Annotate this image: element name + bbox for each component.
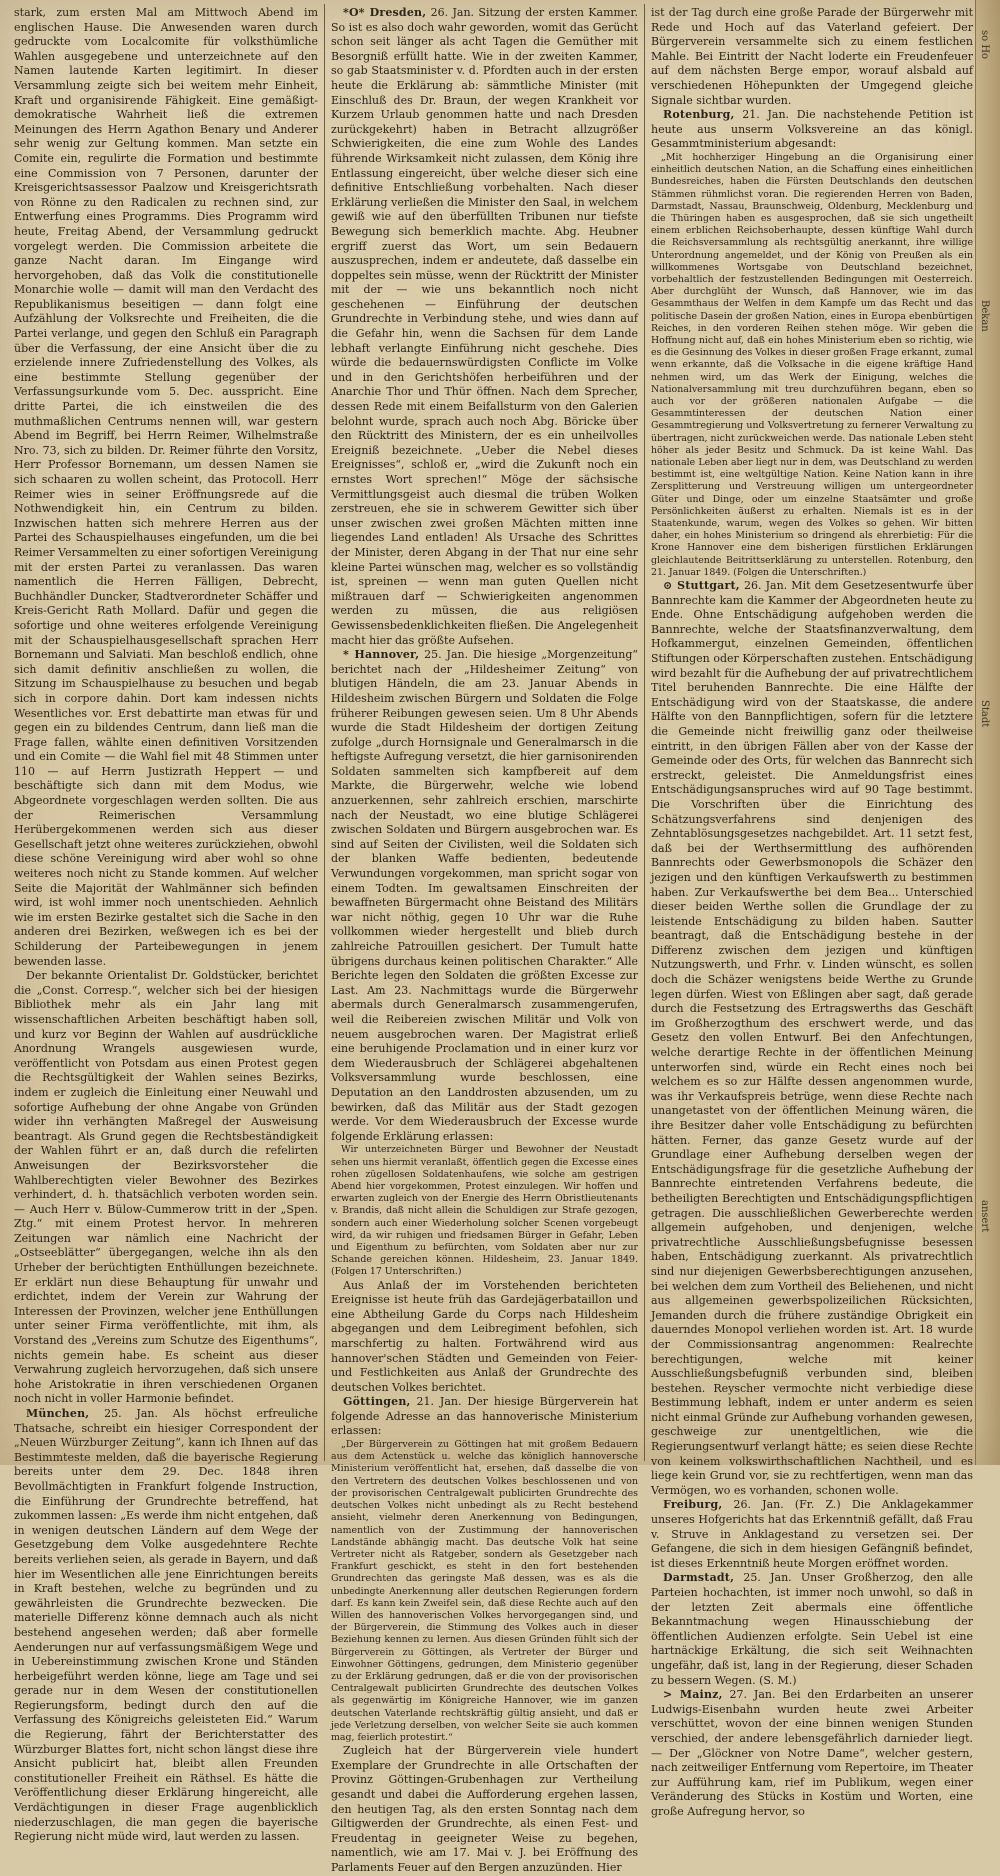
article-text: 26. Jan. Sitzung der ersten Kammer. So ist es also doch wahr geworden, womit das Gerücht schon seit länger als acht Tagen die Gemüther mit Besorgniß erfüllt hatte. Wie in der zweiten Kammer, so gab Staatsminister v. d. Pfordten auch in der ersten heute die Erklärung ab: sämmtliche Minister (mit Einschluß des Dr. Braun, der wegen Krankheit vor Kurzem Urlaub genommen hatte und nach Dresden zurückgekehrt) haben in Betracht allzugrößer Schwierigkeiten, die eine zum Wohle des Landes führende Wirksamkeit nicht zulassen, dem König ihre Entlassung eingereicht, über welche dieser sich eine definitive Entschließung vorbehalten. Nach dieser Erklärung verließen die Minister den Saal, in welchem gewiß wie auf den überfüllten Tribunen nur tiefste Bewegung sich bemerklich machte. Abg. Heubner ergriff zuerst das Wort, um sein Bedauern auszusprechen, indem er andeutete, daß dasselbe ein doppeltes sein müsse, wenn der Rücktritt der Minister mit der — wie uns bekanntlich noch nicht geschehenen — Einführung der deutschen Grundrechte in Verbindung stehe, und wies dann auf die Gefahr hin, wenn die Sachsen für dem Lande lebhaft verlangte Einführung nicht geschehe. Dies würde die bedauernswürdigsten Conflicte im Volke und in den Gerichtshöfen herbeiführen und der Anarchie Thor und Thür öffnen. Nach dem Sprecher, dessen Rede mit einem Beifallsturm von den Galerien belohnt wurde, sprach auch noch Abg. Böricke über den Rücktritt des Ministern, der es ein unheilvolles Ereigniß bezeichnete. „Ueber die Nebel dieses Ereignisses“, schloß er, „wird die Zukunft noch ein ernstes Wort sprechen!“ Möge der sächsische Vermittlungsgeist auch diesmal die trüben Wolken zerstreuen, ehe sie in schwerem Gewitter sich über unser zwischen zwei großen Mächten mitten inne liegendes Land entladen! Als Ursache des Schrittes der Minister, deren Abgang in der That nur eine sehr kleine Partei wünschen mag, welcher es so vollständig ist, spreinen — wenn man guten Quellen nicht mißtrauen darf — Schwierigkeiten angenommen werden zu müssen, die aus religiösen Gewissensbedenklichkeiten fließen. Die Angelegenheit macht hier das größte Aufsehen. (331, 6, 638, 647)
column-divider (644, 4, 645, 1461)
edge-fragment: ansert (979, 1200, 990, 1233)
column-middle (331, 6, 638, 1874)
article (14, 1407, 318, 1845)
article (651, 6, 973, 108)
article-text: 21. Jan. Die nachstehende Petition ist heute aus unserm Volksvereine an das königl. Gesammtministerium abgesandt: (651, 108, 973, 151)
article (651, 108, 973, 152)
dateline: * Hannover, (343, 648, 420, 662)
adjacent-page-edge (975, 0, 1000, 1465)
column-right (651, 6, 973, 1818)
article-paragraph (331, 1144, 638, 1278)
article-paragraph (651, 152, 973, 579)
edge-fragment: so Ho (979, 30, 990, 60)
article-text: „Mit hochherziger Hingebung an die Organisirung einer einheitlich deutschen Nation, an die Schaffung eines einheitlichen Bundesreiches, haben die Fürsten Deutschlands den deutschen Stämmen rühmlichst voran. Die regierenden Herren von Baden, Darmstadt, Nassau, Braunschweig, Oldenburg, Mecklenburg und die Thüringen haben es ausgesprochen, daß sie sich ungetheilt einem erblichen Reichsoberhaupte, dessen künftige Wahl durch die Reichsversammlung als rechtsgültig anerkannt, ihre willige Unterordnung angemeldet, und der König von Preußen als ein willkommenes Wortsgabe von Deutschland bezeichnet, vorbehaltlich der festzustellenden Bedingungen mit Oesterreich. Aber durchglüht der Wunsch, daß Hannover, wie im das Gesammthaus der Welfen in dem Kampfe um das Recht und das politische Dasein der großen Nation, eines in Europa ebenbürtigen Reiches, in den vorderen Reihen stehen möge. Wir geben die Hoffnung nicht auf, daß ein hohes Ministerium eben so richtig, wie es die Gesinnung des Volkes in dieser großen Frage erkannt, zumal wenn erkannte, daß die Volksache in die eigene kräftige Hand nehmen wird, um das Werk der Einigung, welches die Nationalversammlung mit treu durchzuführen begann, eben so auch vor der größeren nationalen Aufgabe — die Gesammtinteressen der deutschen Nation einer Gesammtregierung und Volksvertretung zu fernerer Verwaltung zu übertragen, nicht zurückweichen werde. Das nationale Leben steht höher als jeder Besitz und Schmuck. Da ist keine Wahl. Das nationale Leben aber liegt nur in dem, was Deutschland zu werden bestimmt ist, eine weltgültige Nation. Keine Nation kann in ihre Zersplitterung und Verstreuung willigen um untergeordneter Güter und Dinge, oder um einzelne Staatsämter und große Persönlichkeiten äußerst zu erhalten. Niemals ist es in der Staatenkunde, warum, wegen des Volkes so gehen. Wir bitten daher, ein hohes Ministerium so dringend als ehrerbietig: Für die Krone Hannover eine dem bisherigen fürstlichen Erklärungen gleichlautende Beitrittserklärung zu unterstellen. Rotenburg, den 21. Januar 1849. (Folgen die Unterschriften.) (651, 151, 973, 578)
article (14, 6, 318, 969)
article-text: Der bekannte Orientalist Dr. Goldstücker, berichtet die „Const. Corresp.“, welcher sich bei der hiesigen Bibliothek mehr als ein Jahr lang mit wissenschaftlichen Arbeiten beschäftigt haben soll, und kurz vor Beginn der Wahlen auf ausdrückliche Anordnung Wrangels ausgewiesen wurde, veröffentlicht von Potsdam aus einen Protest gegen die Rechtsgültigkeit der Wahlen seines Bezirks, indem er zugleich die Einleitung einer Neuwahl und sofortige Aufhebung der ohne Angabe von Gründen wider ihn verhängten Maßregel der Ausweisung beantragt. Als Grund gegen die Rechtsbeständigkeit der Wahlen führt er an, daß durch die refelirten Anweisungen der Bezirksvorsteher die Wahlberechtigten vieler Bewohner des Bezirkes verhindert, d. h. thatsächlich verboten worden sein. — Auch Herr v. Bülow-Cummerow tritt in der „Spen. Ztg.“ mit einem Protest hervor. In mehreren Zeitungen war nämlich eine Nachricht der „Ostseeblätter“ übergegangen, welche ihn als den Urheber der berüchtigten Enthüllungen bezeichnete. Er erklärt nun diese Behauptung für unwahr und erdichtet, indem der Verein zur Wahrung der Interessen der Provinzen, welcher jene Enthüllungen unter seiner Firma veröffentlichte, mit ihm, als Vorstand des „Vereins zum Schutze des Eigenthums“, nichts gemein habe. Es scheint aus dieser Verwahrung zugleich hervorzugehen, daß sich unsere hohe Aristokratie in ihren verschiedenen Organen noch nicht in voller Harmonie befindet. (14, 969, 318, 1406)
edge-fragment: Bekan (979, 300, 990, 332)
dateline: Freiburg, (663, 1498, 723, 1512)
dateline: Darmstadt, (663, 1571, 735, 1585)
column-divider (324, 4, 325, 1461)
article-paragraph (651, 6, 973, 108)
quoted-document (331, 1144, 638, 1278)
article (651, 1498, 973, 1571)
article (651, 1688, 973, 1819)
article-text: 27. Jan. Bei den Erdarbeiten an unserer Ludwigs-Eisenbahn wurden heute zwei Arbeiter verschüttet, wovon der eine binnen wenigen Stunden verschied, der andere lebensgefährlich darnieder liegt. — Der „Glöckner von Notre Dame“, welcher gestern, nach zeitweiliger Entfernung vom Repertoire, im Theater zur Aufführung kam, rief im Publikum, wegen einer Veränderung des Stücks in Kostüm und Worten, eine große Aufregung hervor, so (651, 1688, 973, 1818)
article (331, 1279, 638, 1396)
article (651, 1571, 973, 1688)
article (651, 579, 973, 1498)
article-paragraph (651, 1498, 973, 1571)
article-paragraph (331, 6, 638, 648)
article-paragraph (14, 6, 318, 969)
article (14, 969, 318, 1407)
article-text: 26. Jan. Mit dem Gesetzesentwurfe über Bannrechte kam die Kammer der Abgeordneten heute zu Ende. Ohne Entschädigung aufgehoben werden die Bannrechte, welche der Staatsfinanzverwaltung, dem Hofkammergut, einzelnen Gemeinden, öffentlichen Stiftungen oder Körperschaften zustehen. Entschädigung wird bezahlt für die Aufhebung der auf privatrechtlichem Titel beruhenden Bannrechte. Die eine Hälfte der Entschädigung wird von der Staatskasse, die andere Hälfte von den Bannpflichtigen, sofern für die letztere die Gemeinde nicht freiwillig ganz oder theilweise eintritt, in den übrigen Fällen aber von der Kasse der Gemeinde oder des Orts, für welchen das Bannrecht sich erstreckt, geleistet. Die Anmeldungsfrist eines Entschädigungsanspruches wird auf 90 Tage bestimmt. Die Vorschriften über die Einrichtung des Schätzungsverfahrens sind denjenigen des Zehntablösungsgesetzes nachgebildet. Art. 11 setzt fest, daß bei der Werthsermittlung des aufhörenden Bannrechts oder Gewerbsmonopols die Schäzer den jezigen und den künftigen Verkaufswerth zu bestimmen haben. Zur Verkaufswerthe bei dem Bea... Unterschied dieser beiden Werthe sollen die Grundlage der zu leistende Entschädigung zu bilden haben. Sautter beantragt, daß die Entschädigung bestehe in der Differenz zwischen dem jezigen und künftigen Nutzungswerth, und Frhr. v. Linden wünscht, es sollen doch die Schäzer wenigstens beide Werthe zu Grunde legen dürfen. Wiest von Eßlingen aber sagt, daß gerade durch die Festsetzung des Ertragswerths das Geschäft im Großherzogthum des erschwert werde, und das Gesetz den vollen Entwurf. Bei den Anfechtungen, welche derartige Rechte in der öffentlichen Meinung unterworfen sind, würde ein Recht eines noch bei welchem es so zur Hälfte dessen angenommen wurde, was ihr Verkaufspreis betrüge, wenn diese Rechte nach unangetastet von der öffentlichen Meinung wären, die ihre Besitzer daher volle Entschädigung zu befürchten hätten. Ferner, das ganze Gesetz wurde auf der Grundlage einer Aufhebung derselben wegen der Entschädigungsfrage für die gesetzliche Aufhebung der Bannrechte eintretenden Verfahrens bedeute, die betheiligten Berechtigten und Entschädigungspflichtigen getragen. Die ausschließlichen Gewerberechte werden allgemein aufgehoben, und denjenigen, welche privatrechtliche Ausschließungsbefugnisse besessen haben, Entschädigung zuerkannt. Als privatrechtlich sind nur diejenigen Gewerbsberechtigungen anzusehen, bei welchen dem zum Vortheil des Beliehenen, und nicht aus allgemeinen gewerbspolizeilichen Rücksichten, Jemanden durch die frühere zuständige Obrigkeit ein dauerndes Monopol verliehen worden ist. Art. 18 wurde der Commissionsantrag angenommen: Realrechte berechtigungen, welche mit keiner Ausschließungsbefugniß verbunden sind, bleiben bestehen. Reyscher vermochte nicht verbiedige diese Bestimmung lebhaft, indem er unter anderm es seien nicht einmal Gründe zur Aufhebung vorhanden gewesen, geschweige zur unentgeltlichen, wie die Regierungsentwurf verlangt hätte; es seien diese Rechte von keinem volkswirthschaftlichen Nachtheil, und es liege kein Grund vor, sie zu rechtfertigen, wenn man das Vermögen, wo es vorhanden, schonen wolle. (651, 579, 973, 1497)
article-paragraph (331, 1279, 638, 1396)
article-text: 25. Jan. Als höchst erfreuliche Thatsache, schreibt ein hiesiger Correspondent der „Neuen Würzburger Zeitung“, kann ich Ihnen auf das Bestimmteste melden, daß die bayerische Regierung bereits unter dem 29. Dec. 1848 ihren Bevollmächtigten in Frankfurt folgende Instruction, die Einführung der Grundrechte betreffend, hat zukommen lassen: „Es werde ihm nicht entgehen, daß in wenigen deutschen Ländern auf dem Wege der Gesetzgebung dem Volke ausgedehntere Rechte bereits verliehen seien, als gerade in Bayern, und daß hier im Wesentlichen alle jene Einrichtungen bereits in Kraft bestehen, welche zu begründen und zu gewährleisten die Grundrechte bezwecken. Die materielle Differenz könne demnach auch als nicht bestehend angesehen werden; daß aber formelle Aenderungen nur auf verfassungsmäßigem Wege und in Uebereinstimmung zwischen Krone und Ständen herbeigeführt werden könne, liege am Tage und sei gerade nur in dem Wesen der constitutionellen Regierungsform, bedingt durch den auf die Verfassung des Königreichs geleisteten Eid.“ Warum die Regierung, fährt der Berichterstatter des Würzburger Blattes fort, nicht schon längst diese ihre Ansicht publicirt hat, bleibt allen Freunden constitutioneller Freiheit ein Räthsel. Es hätte die Veröffentlichung dieser Erklärung hingereicht, alle Verdächtigungen in dieser Frage augenblicklich niederzuschlagen, die man gegen die bayerische Regierung nicht müde wird, laut werden zu lassen. (14, 1407, 318, 1844)
article-text: Zugleich hat der Bürgerverein viele hundert Exemplare der Grundrechte in alle Ortschaften der Provinz Göttingen-Grubenhagen zur Vertheilung gesandt und dabei die Aufforderung ergehen lassen, den heutigen Tag, als den ersten Sonntag nach dem Giltigwerden der Grundrechte, als einen Fest- und Freudentag in geeigneter Weise zu begehen, namentlich, wie am 17. Mai v. J. bei Eröffnung des Parlaments Feuer auf den Bergen anzuzünden. Hier (331, 1744, 638, 1874)
article-paragraph (651, 1688, 973, 1819)
dateline: Göttingen, (343, 1395, 411, 1409)
dateline: Rotenburg, (663, 108, 735, 122)
article (331, 1744, 638, 1875)
article-paragraph (331, 1439, 638, 1744)
dateline: München, (26, 1407, 90, 1420)
article-paragraph (331, 1395, 638, 1439)
article-text: „Der Bürgerverein zu Göttingen hat mit großem Bedauern aus dem Actenstück u. welche das königlich hannoversche Ministerium veröffentlicht hat, ersehen, daß dasselbe die von den Vertretern des deutschen Volkes beschlossenen und von der provisorischen Centralgewalt publicirten Grundrechte des deutschen Volkes nicht unbedingt als zu Recht bestehend ansieht, vielmehr deren Anerkennung von Bedingungen, namentlich von der Zustimmung der hannoverischen Landstände abhängig macht. Das deutsche Volk hat seine Vertreter nicht als Ratgeber, sondern als Gesetzgeber nach Frankfurt geschickt, es steht in den fort bestehenden Grundrechten das geringste Maß dessen, was es als die unbedingte Anerkennung aller deutschen Regierungen fordern darf. Es kann kein Zweifel sein, daß diese Rechte auch auf den Willen des hannoverischen Volkes hervorgegangen sind, und der Bürgerverein, die Stimmung des Volkes auch in dieser Beziehung kennen zu lernen. Aus diesen Gründen fühlt sich der Bürgerverein zu Göttingen, als Vertreter der Bürger und Einwohner Göttingens, gedrungen, dem Ministerio gegenüber zu der Erklärung gedrungen, daß er die von der provisorischen Centralgewalt publicirten Grundrechte des deutschen Volkes als gegenwärtig im Königreiche Hannover, wie im ganzen deutschen Vaterlande rechtskräftig gültig ansieht, und daß er jede Verletzung derselben, von welcher Seite sie auch kommen mag, feierlich protestirt.“ (331, 1439, 638, 1743)
article (331, 1395, 638, 1439)
column-left (14, 6, 318, 1844)
article (331, 6, 638, 648)
article-paragraph (651, 1571, 973, 1688)
quoted-document (331, 1439, 638, 1744)
article-text: 21. Jan. Der hiesige Bürgerverein hat folgende Adresse an das hannoverische Ministerium erlassen: (331, 1395, 638, 1438)
article-text: 25. Jan. Unser Großherzog, den alle Parteien hochachten, ist immer noch unwohl, so daß in der letzten Zeit abermals eine öffentliche Bekanntmachung wegen Hinausschiebung der öffentlichen Audienzen erfolgte. Sein Uebel ist eine hartnäckige Erkältung, die sich seit Weihnachten ungefähr, daß ist, lang in der Regierung, dieser Schaden zu bessern Wegen. (S. M.) (651, 1571, 973, 1687)
dateline: > Mainz, (663, 1688, 723, 1702)
article-paragraph (651, 579, 973, 1498)
article-paragraph (651, 108, 973, 152)
dateline: *O* Dresden, (343, 6, 427, 19)
article (331, 648, 638, 1144)
article-paragraph (331, 1744, 638, 1875)
article-text: Wir unterzeichneten Bürger und Bewohner der Neustadt sehen uns hiermit veranlaßt, öffentlich gegen die Excesse eines rohen zügellosen Soldatenhaufens, wie solche am gestrigen Abend hier vorgekommen, Protest einzulegen. Wir hoffen und erwarten zugleich von der Energie des Herrn Obristlieutenants v. Brandis, daß nicht allein die Schuldigen zur Strafe gezogen, sondern auch einer Wiederholung solcher Scenen vorgebeugt wird, da wir ruhigen und friedsamen Bürger in Gefahr, Leben und Eigenthum zu befürchten, vom Soldaten aber nur zur Schande gereichen können. Hildesheim, 23. Januar 1849. (Folgen 17 Unterschriften.) (331, 1144, 638, 1278)
quoted-document (651, 152, 973, 579)
article-paragraph (331, 648, 638, 1144)
article-text: Aus Anlaß der im Vorstehenden berichteten Ereignisse ist heute früh das Gardejägerbataillon und eine Abtheilung Garde du Corps nach Hildesheim abgegangen und dem Leibregiment befohlen, sich marschfertig zu halten. Fortwährend wird aus hannover'schen Städten und Gemeinden von Feier- und Festlichkeiten aus Anlaß der Grundrechte des deutschen Volkes berichtet. (331, 1278, 638, 1394)
article-text: ist der Tag durch eine große Parade der Bürgerwehr mit Rede und Hoch auf das Vaterland gefeiert. Der Bürgerverein versammelte sich zu einem festlichen Mahle. Bei Eintritt der Nacht loderte ein Freudenfeuer auf dem nächsten Berge empor, worauf alsbald auf verschiedenen Höhepunkten der Umgegend gleiche Signale sichtbar wurden. (651, 6, 973, 107)
article-text: stark, zum ersten Mal am Mittwoch Abend im englischen Hause. Die Anwesenden waren durch gedruckte vom Localcomite für volksthümliche Wahlen ausgegebene und unterzeichnete auf den Namen lautende Karten legitimirt. In dieser Versammlung zeigte sich bei weitem mehr Einheit, Kraft und organisirende Fähigkeit. Eine gemäßigt-demokratische Wahrheit ließ die extremen Meinungen des Herrn Agathon Benary und Anderer sehr wenig zur Geltung kommen. Man setzte ein Comite ein, regulirte die Formation und bestimmte eine Commission von 7 Personen, darunter der Kreisgerichtsassessor Paalzow und Kreisgerichtsrath von Rönne zu den Radicalen zu rechnen sind, zur Entwerfung eines Programms. Dies Programm wird heute, Freitag Abend, der Versammlung gedruckt vorgelegt werden. Die Commission arbeitete die ganze Nacht daran. Im Eingange wird hervorgehoben, daß das Volk die constitutionelle Monarchie wolle — damit will man den Verdacht des Republikanismus beseitigen — dann folgt eine Aufzählung der Volksrechte und Freiheiten, die die Partei verlange, und gegen den Schluß ein Paragraph über die Verfassung, der eine Ansicht über die zu erzielende innere Zufriedenstellung des Volkes, als eine bestimmte Stellung gegenüber der Verfassungsurkunde vom 5. Dec. ausspricht. Eine dritte Partei, die ich einstweilen die des muthmaßlichen Centrums nennen will, war gestern Abend im Begriff, bei Herrn Reimer, Wilhelmstraße Nro. 73, sich zu bilden. Dr. Reimer führte den Vorsitz, Herr Professor Bornemann, um dessen Namen sie sich schaaren zu wollen scheint, das Protocoll. Herr Reimer wies in seiner Eröffnungsrede auf die Nothwendigkeit hin, ein Centrum zu bilden. Inzwischen hatten sich mehrere Herren aus der Partei des Schauspielhauses eingefunden, um die bei Reimer Versammelten zu einer sofortigen Vereinigung mit der ersten Partei zu veranlassen. Das waren namentlich die Herren Fälligen, Debrecht, Buchhändler Duncker, Stadtverordneter Schäffer und Kreis-Gericht Rath Mollard. Dafür und gegen die sofortige und ohne weiteres erfolgende Vereinigung mit der Schauspielhausgesellschaft sprachen Herr Bornemann und Salviati. Man beschloß endlich, ohne sich damit definitiv anschließen zu wollen, die Sitzung im Schauspielhause zu besuchen und begab sich in corpore dahin. Dort kam indessen nichts Wesentliches vor. Erst debattirte man etwas für und gegen ein zu bildendes Centrum, dann ließ man die Frage fallen, wählte einen definitiven Vorsitzenden und ein Comite — die Wahl fiel mit 48 Stimmen unter 110 — auf Herrn Justizrath Heppert — und beschäftigte sich dann mit dem Modus, wie Abgeordnete vorgeschlagen werden sollten. Die aus der Reimerischen Versammlung Herübergekommenen werden sich aus dieser Gesellschaft jetzt ohne weiteres zurückziehen, obwohl diese schöne Vereinigung wird aber wohl so ohne weiteres noch nicht zu Stande kommen. Auf welcher Seite die Majorität der Wahlmänner sich befinden wird, ist wohl immer noch unentschieden. Aehnlich wie im ersten Bezirke gestaltet sich die Sache in den anderen drei Bezirken, weßwegen ich es bei der Schilderung der Parteibewegungen in jenem bewenden lasse. (14, 6, 318, 968)
dateline: ⊙ Stuttgart, (663, 579, 740, 593)
article-paragraph (14, 1407, 318, 1845)
article-text: 25. Jan. Die hiesige „Morgenzeitung“ berichtet nach der „Hildesheimer Zeitung“ von blutigen Händeln, die am 23. Januar Abends in Hildesheim zwischen Bürgern und Soldaten die Folge früherer Reibungen gewesen seien. Um 8 Uhr Abends wurde die Stadt Hildesheim der dortigen Zeitung zufolge „durch Hornsignale und Generalmarsch in die heftigste Aufregung versetzt, die hier garnisonirenden Soldaten sammelten sich kampfbereit auf dem Markte, die Bürgerwehr, welche wie lobend anzuerkennen, sehr zahlreich erschien, marschirte nach der Neustadt, wo eine blutige Schlägerei zwischen Soldaten und Bürgern ausgebrochen war. Es sind auf Seiten der Civilisten, weil die Soldaten sich der blanken Waffe bedienten, bedeutende Verwundungen vorgekommen, man spricht sogar von einem Todten. Im gewaltsamen Einschreiten der bewaffneten Bürgermacht ohne Beistand des Militärs war nicht nöthig, gegen 10 Uhr war die Ruhe vollkommen wieder hergestellt und blieb durch zahlreiche Patrouillen gesichert. Der Tumult hatte übrigens durchaus keinen politischen Charakter.“ Alle Berichte legen den Soldaten die größten Excesse zur Last. Am 23. Nachmittags wurde die Bürgerwehr abermals durch Generalmarsch zusammengerufen, weil die Reibereien zwischen Militär und Volk von neuem ausgebrochen waren. Der Magistrat erließ eine beruhigende Proclamation und in einer kurz vor dem Wiederausbruch der Schlägerei abgehaltenen Volksversammlung wurde beschlossen, eine Deputation an den Landdrosten abzusenden, um zu bewirken, daß das Militär aus der Stadt gezogen werde. Vor dem Wiederausbruch der Excesse wurde folgende Erklärung erlassen: (331, 648, 638, 1143)
article-text: 26. Jan. (Fr. Z.) Die Anklagekammer unseres Hofgerichts hat das Erkenntniß gefällt, daß Frau v. Struve in Anklagestand zu versetzen sei. Der Gefangene, die sich in dem hiesigen Gefängniß befindet, ist dieses Erkenntniß heute Morgen eröffnet worden. (651, 1498, 973, 1570)
edge-fragment: Stadt (979, 700, 990, 728)
article-paragraph (14, 969, 318, 1407)
